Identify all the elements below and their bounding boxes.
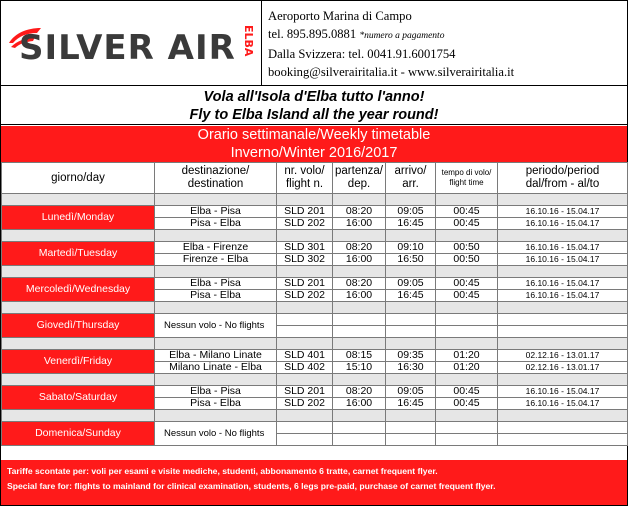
spacer-row — [2, 338, 628, 350]
flight-number: SLD 202 — [277, 290, 333, 302]
flight-number: SLD 202 — [277, 218, 333, 230]
spacer-row — [2, 374, 628, 386]
silver-air-logo — [7, 17, 259, 69]
flight-number: SLD 402 — [277, 362, 333, 374]
arrival-time: 09:05 — [386, 386, 436, 398]
col-flight-time: tempo di volo/ flight time — [436, 163, 498, 194]
day-label: Domenica/Sunday — [2, 422, 155, 446]
empty-cell — [333, 326, 386, 338]
table-row — [2, 386, 628, 398]
col-day: giorno/day — [2, 163, 155, 194]
table-header-row — [2, 163, 628, 194]
table-row — [2, 242, 628, 254]
flight-route: Pisa - Elba — [155, 218, 277, 230]
flight-route: Elba - Milano Linate — [155, 350, 277, 362]
flight-period: 16.10.16 - 15.04.17 — [498, 242, 628, 254]
departure-time: 08:20 — [333, 242, 386, 254]
departure-time: 15:10 — [333, 362, 386, 374]
departure-time: 08:20 — [333, 278, 386, 290]
flight-period: 16.10.16 - 15.04.17 — [498, 398, 628, 410]
timetable-title — [1, 126, 627, 162]
day-label: Mercoledì/Wednesday — [2, 278, 155, 302]
day-label: Venerdì/Friday — [2, 350, 155, 374]
empty-cell — [277, 422, 333, 434]
flight-route: Firenze - Elba — [155, 254, 277, 266]
day-label: Lunedì/Monday — [2, 206, 155, 230]
col-departure: partenza/ dep. — [333, 163, 386, 194]
col-flight-number: nr. volo/ flight n. — [277, 163, 333, 194]
empty-cell — [386, 326, 436, 338]
logo-elba: ELBA — [242, 25, 255, 57]
empty-cell — [436, 422, 498, 434]
flight-number: SLD 301 — [277, 242, 333, 254]
flight-number: SLD 302 — [277, 254, 333, 266]
footer-it: Tariffe scontate per: voli per esami e visite mediche, studenti, abbonamento 6 tratte, carnet frequent flyer. — [7, 466, 438, 476]
spacer-row — [2, 410, 628, 422]
arrival-time: 16:50 — [386, 254, 436, 266]
flight-number: SLD 201 — [277, 278, 333, 290]
flight-duration: 01:20 — [436, 362, 498, 374]
flight-duration: 00:45 — [436, 206, 498, 218]
flight-period: 02.12.16 - 13.01.17 — [498, 350, 628, 362]
flight-period: 16.10.16 - 15.04.17 — [498, 206, 628, 218]
flight-period: 16.10.16 - 15.04.17 — [498, 278, 628, 290]
flight-duration: 00:45 — [436, 278, 498, 290]
empty-cell — [386, 434, 436, 446]
flight-route: Pisa - Elba — [155, 398, 277, 410]
departure-time: 16:00 — [333, 290, 386, 302]
logo-wordmark: SILVER AIR — [19, 28, 236, 68]
flight-number: SLD 202 — [277, 398, 333, 410]
flight-route: Elba - Pisa — [155, 206, 277, 218]
flight-number: SLD 201 — [277, 206, 333, 218]
empty-cell — [498, 434, 628, 446]
table-row — [2, 278, 628, 290]
header — [1, 1, 627, 86]
slogan-en: Fly to Elba Island all the year round! — [189, 106, 439, 123]
empty-cell — [333, 422, 386, 434]
departure-time: 16:00 — [333, 398, 386, 410]
flight-route: Elba - Pisa — [155, 386, 277, 398]
airport-name: Aeroporto Marina di Campo — [268, 9, 412, 23]
arrival-time: 16:45 — [386, 218, 436, 230]
departure-time: 16:00 — [333, 254, 386, 266]
empty-cell — [498, 326, 628, 338]
col-destination: destinazione/ destination — [155, 163, 277, 194]
arrival-time: 16:45 — [386, 290, 436, 302]
footer-en: Special fare for: flights to mainland for clinical examination, students, 6 legs pre-paid, purchase of carnet frequent flyer. — [7, 481, 496, 491]
day-label: Martedì/Tuesday — [2, 242, 155, 266]
phone-line — [268, 25, 627, 45]
no-flights-label: Nessun volo - No flights — [155, 422, 277, 446]
arrival-time: 09:35 — [386, 350, 436, 362]
empty-cell — [436, 326, 498, 338]
day-label: Sabato/Saturday — [2, 386, 155, 410]
arrival-time: 16:45 — [386, 398, 436, 410]
arrival-time: 16:30 — [386, 362, 436, 374]
empty-cell — [498, 314, 628, 326]
slogan-it: Vola all'Isola d'Elba tutto l'anno! — [203, 89, 425, 105]
slogan — [1, 87, 627, 125]
footer — [1, 460, 627, 505]
flight-number: SLD 201 — [277, 386, 333, 398]
empty-cell — [386, 314, 436, 326]
email-web: booking@silverairitalia.it - www.silverairitalia.it — [268, 65, 515, 79]
day-label: Giovedì/Thursday — [2, 314, 155, 338]
spacer-row — [2, 302, 628, 314]
flight-period: 02.12.16 - 13.01.17 — [498, 362, 628, 374]
empty-cell — [277, 434, 333, 446]
flight-route: Milano Linate - Elba — [155, 362, 277, 374]
empty-cell — [436, 434, 498, 446]
flight-duration: 00:45 — [436, 386, 498, 398]
empty-cell — [386, 422, 436, 434]
empty-cell — [277, 326, 333, 338]
flight-period: 16.10.16 - 15.04.17 — [498, 254, 628, 266]
table-row — [2, 314, 628, 326]
departure-time: 08:20 — [333, 386, 386, 398]
no-flights-label: Nessun volo - No flights — [155, 314, 277, 338]
phone-number: tel. 895.895.0881 — [268, 27, 357, 41]
flight-duration: 00:45 — [436, 398, 498, 410]
spacer-row — [2, 230, 628, 242]
flight-number: SLD 401 — [277, 350, 333, 362]
empty-cell — [277, 314, 333, 326]
col-arrival: arrivo/ arr. — [386, 163, 436, 194]
empty-cell — [333, 314, 386, 326]
flight-duration: 01:20 — [436, 350, 498, 362]
flight-period: 16.10.16 - 15.04.17 — [498, 290, 628, 302]
arrival-time: 09:05 — [386, 278, 436, 290]
swiss-phone: Dalla Svizzera: tel. 0041.91.6001754 — [268, 47, 456, 61]
flight-route: Pisa - Elba — [155, 290, 277, 302]
timetable-title-line1: Orario settimanale/Weekly timetable — [197, 127, 431, 143]
arrival-time: 09:05 — [386, 206, 436, 218]
table-row — [2, 206, 628, 218]
flight-duration: 00:50 — [436, 254, 498, 266]
flight-route: Elba - Pisa — [155, 278, 277, 290]
col-period: periodo/period dal/from - al/to — [498, 163, 628, 194]
contact-block — [261, 1, 627, 86]
flight-route: Elba - Firenze — [155, 242, 277, 254]
spacer-row — [2, 266, 628, 278]
arrival-time: 09:10 — [386, 242, 436, 254]
flight-period: 16.10.16 - 15.04.17 — [498, 386, 628, 398]
flight-duration: 00:45 — [436, 290, 498, 302]
flight-duration: 00:45 — [436, 218, 498, 230]
spacer-row — [2, 194, 628, 206]
table-row — [2, 422, 628, 434]
phone-note: *numero a pagamento — [359, 31, 445, 41]
flight-period: 16.10.16 - 15.04.17 — [498, 218, 628, 230]
timetable-body — [2, 194, 628, 446]
table-row — [2, 350, 628, 362]
departure-time: 08:20 — [333, 206, 386, 218]
timetable-table — [1, 162, 628, 446]
departure-time: 16:00 — [333, 218, 386, 230]
departure-time: 08:15 — [333, 350, 386, 362]
empty-cell — [436, 314, 498, 326]
timetable-title-line2: Inverno/Winter 2016/2017 — [230, 144, 398, 161]
flight-duration: 00:50 — [436, 242, 498, 254]
empty-cell — [498, 422, 628, 434]
empty-cell — [333, 434, 386, 446]
